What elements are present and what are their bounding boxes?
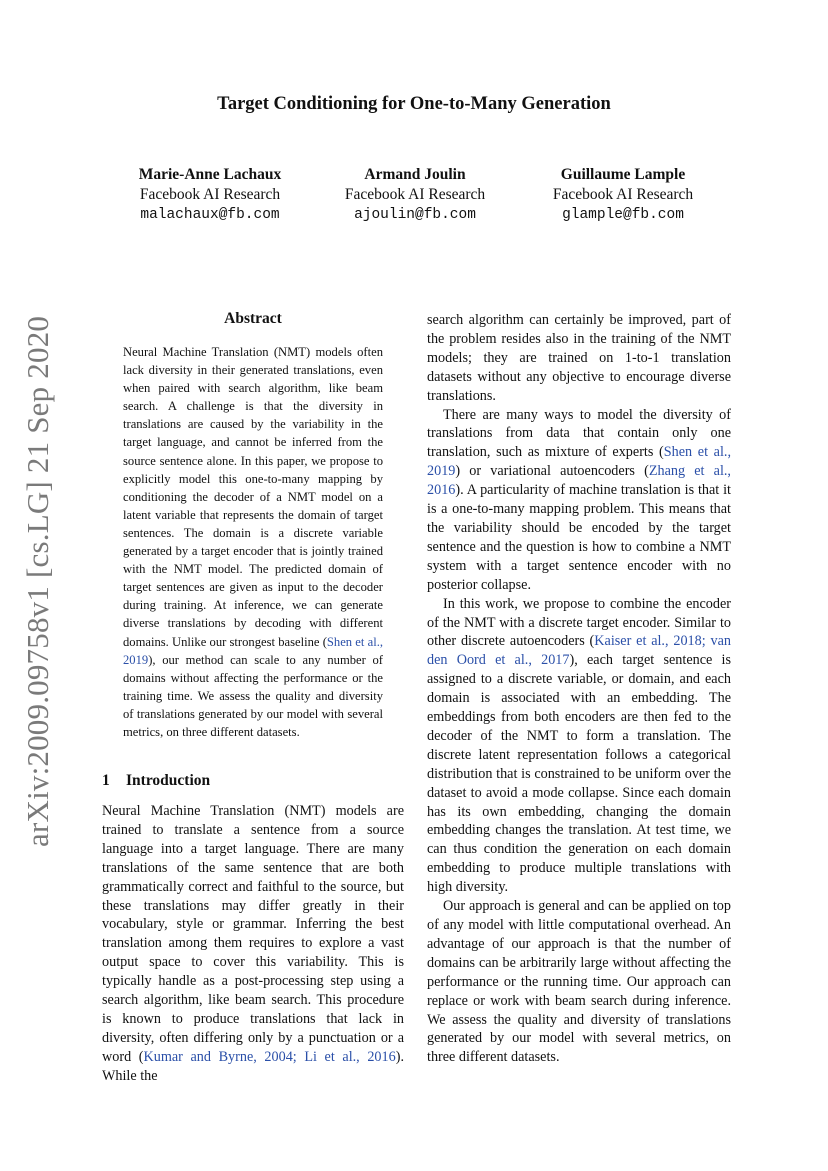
paragraph bbox=[427, 595, 731, 898]
author-name: Armand Joulin bbox=[364, 166, 466, 183]
author-1 bbox=[100, 165, 320, 225]
paragraph: Our approach is general and can be applied on top of any model with little computational overhead. An advantage of our approach is that the number of domains can be arbitrarily large without affecting the performance or the running time. Our approach can replace or work with beam search during inference. We assess the quality and diversity of translations generated by our model with several metrics, on three different datasets. bbox=[427, 898, 731, 1066]
body-text: ). While the bbox=[102, 1048, 404, 1084]
citation-link[interactable]: Kaiser et al., 2018 bbox=[594, 633, 702, 650]
body-text: ). A particularity of machine translation is that it is a one-to-many mapping problem. This means that the variability should be encoded by the target sentence and the question is how to combine a NMT system with a target sentence encoder with no posterior collapse. bbox=[427, 482, 731, 593]
body-text: Neural Machine Translation (NMT) models are trained to translate a sentence from a source language into a target language. There are many translations of the same sentence that are both grammatically correct and faithful to the source, but these translations may differ greatly in their vocabulary, style or grammar. Inferring the best translation among them requires to explore a vast output space to cover this variability. This is typically handle as a post-processing step using a search algorithm, like beam search. This procedure is known to produce translations that lack in diversity, often differing only by a punctuation or a word ( bbox=[102, 803, 404, 1065]
body-text: In this work, we propose to combine the encoder of the NMT with a discrete target encoder. Similar to other discrete autoencoders ( bbox=[427, 595, 731, 650]
author-name: Guillaume Lample bbox=[560, 166, 686, 183]
citation-separator: ; bbox=[292, 1048, 305, 1065]
author-email: malachaux@fb.com bbox=[140, 207, 280, 223]
citation-link[interactable]: van den Oord et al., 2017 bbox=[427, 633, 731, 669]
section-heading-introduction bbox=[102, 772, 210, 790]
paper-title: Target Conditioning for One-to-Many Generation bbox=[217, 94, 611, 114]
author-name: Marie-Anne Lachaux bbox=[138, 166, 282, 183]
author-3 bbox=[513, 165, 733, 225]
author-affiliation: Facebook AI Research bbox=[139, 186, 281, 203]
citation-link[interactable]: Li et al., 2016 bbox=[304, 1048, 396, 1065]
author-affiliation: Facebook AI Research bbox=[552, 186, 694, 203]
abstract-body bbox=[123, 343, 383, 741]
citation-link[interactable]: Zhang et al., 2016 bbox=[427, 463, 731, 499]
body-text: There are many ways to model the diversity of translations from data that contain only one translation, such as mixture of experts ( bbox=[427, 406, 731, 461]
body-text: ), each target sentence is assigned to a discrete variable, or domain, and each domain is associated with an embedding. The embeddings from both encoders are then fed to the decoder of the NMT to form a translation. The discrete latent representation follows a categorical distribution that is constrained to be uniform over the dataset to avoid a mode collapse. Since each domain has its own embedding, changing the domain embedding changes the translation. At test time, we can thus condition the generation on each domain embedding to produce multiple translations with high diversity. bbox=[427, 652, 731, 896]
section-number: 1 bbox=[102, 772, 110, 789]
abstract-text: ), our method can scale to any number of domains without affecting the performance or the training time. We assess the quality and diversity of translations generated by our model with several metrics, on three different datasets. bbox=[123, 652, 383, 739]
body-text: ) or variational autoencoders ( bbox=[455, 463, 649, 480]
introduction-body bbox=[102, 802, 404, 1086]
paragraph bbox=[102, 802, 404, 1086]
right-column-body bbox=[427, 311, 731, 1067]
citation-link[interactable]: Shen et al., 2019 bbox=[427, 444, 731, 480]
citation-link[interactable]: Shen et al., 2019 bbox=[123, 634, 383, 667]
citation-link[interactable]: Kumar and Byrne, 2004 bbox=[143, 1048, 293, 1065]
paragraph bbox=[427, 406, 731, 595]
author-email: glample@fb.com bbox=[562, 207, 684, 223]
author-email: ajoulin@fb.com bbox=[354, 207, 476, 223]
paragraph: search algorithm can certainly be improved, part of the problem resides also in the training of the NMT models; they are trained on 1-to-1 translation datasets without any objective to encourage diverse translations. bbox=[427, 312, 731, 404]
abstract-text: Neural Machine Translation (NMT) models often lack diversity in their generated translations, even when paired with search algorithm, like beam search. A challenge is that the diversity in translations are caused by the variability in the target language, and cannot be inferred from the source sentence alone. In this paper, we propose to explicitly model this one-to-many mapping by conditioning the decoder of a NMT model on a latent variable that represents the domain of target sentences. The domain is a discrete variable generated by a target encoder that is jointly trained with the NMT model. The predicted domain of target sentences are given as input to the decoder during training. At inference, we can generate diverse translations by decoding with different domains. Unlike our strongest baseline ( bbox=[123, 345, 383, 649]
abstract-heading: Abstract bbox=[224, 310, 282, 327]
abstract-paragraph bbox=[123, 343, 383, 741]
author-affiliation: Facebook AI Research bbox=[344, 186, 486, 203]
author-2 bbox=[305, 165, 525, 225]
citation-separator: ; bbox=[701, 633, 711, 650]
arxiv-stamp: arXiv:2009.09758v1 [cs.LG] 21 Sep 2020 bbox=[20, 315, 55, 847]
section-title: Introduction bbox=[126, 772, 211, 789]
